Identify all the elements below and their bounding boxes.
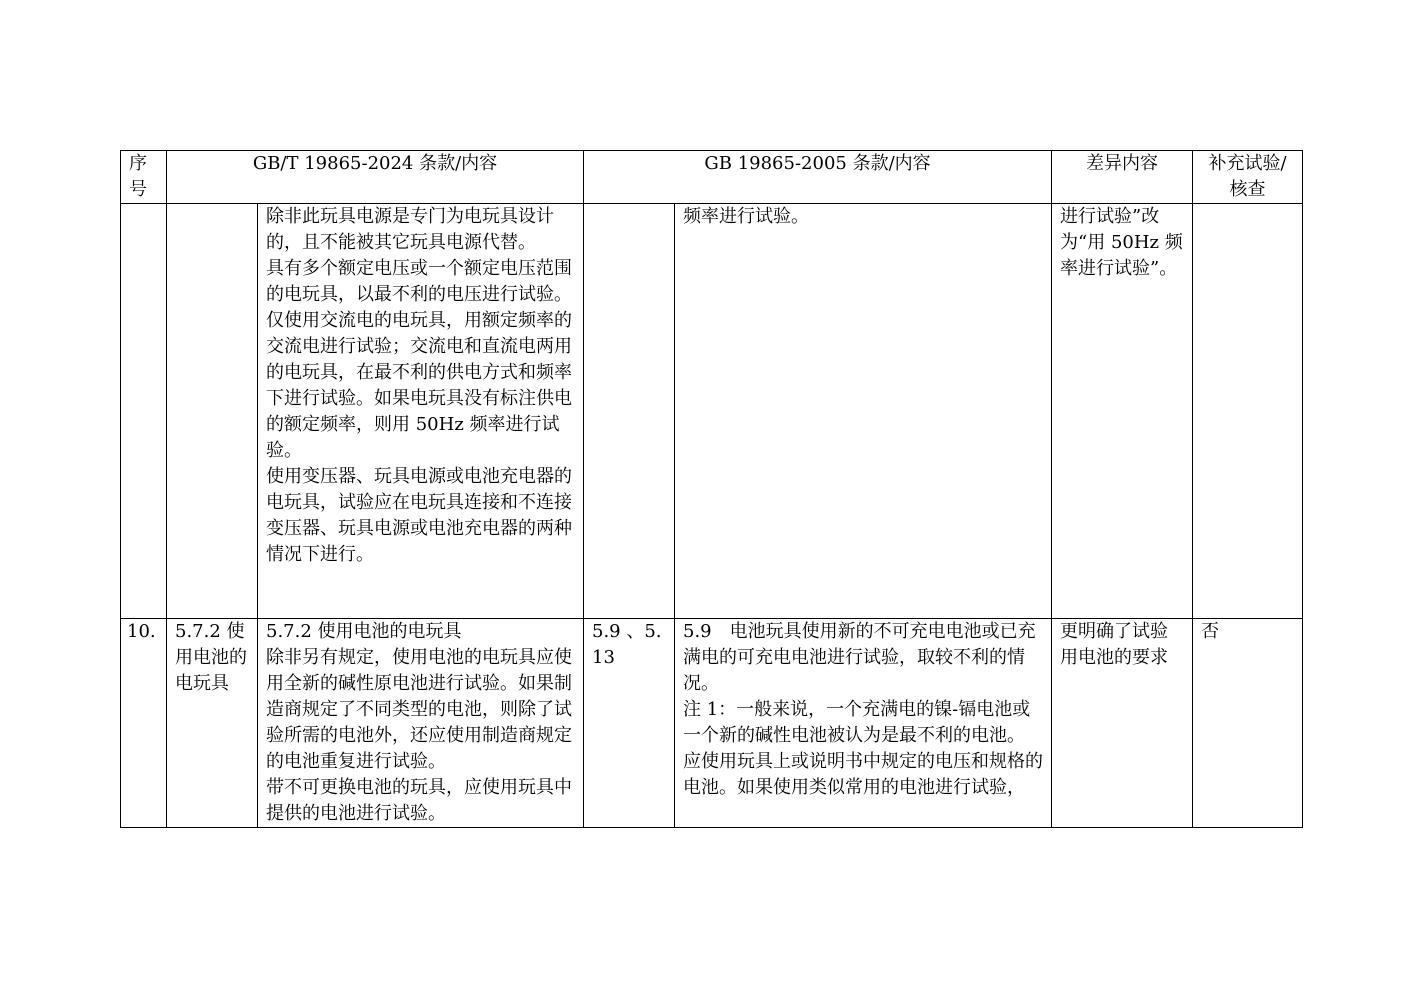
supp-cell: 否 <box>1193 619 1303 828</box>
seq-cell: 10. <box>121 619 167 828</box>
header-supp: 补充试验/核查 <box>1193 151 1303 204</box>
table-row <box>121 619 1303 828</box>
content-paragraph: 5.9 电池玩具使用新的不可充电电池或已充满电的可充电电池进行试验，取较不利的情况。 <box>683 621 1036 694</box>
seq-cell <box>121 204 167 619</box>
header-gbt-2024: GB/T 19865-2024 条款/内容 <box>167 151 584 204</box>
header-row <box>121 151 1303 204</box>
content-paragraph: 频率进行试验。 <box>683 206 809 227</box>
content-paragraph: 除非另有规定，使用电池的电玩具应使用全新的碱性原电池进行试验。如果制造商规定了不同类型的电池，则除了试验所需的电池外，还应使用制造商规定的电池重复进行试验。 <box>266 647 572 772</box>
diff-cell: 更明确了试验用电池的要求 <box>1052 619 1193 828</box>
clause-2005-cell: 5.9 、5.13 <box>584 619 675 828</box>
content-paragraph: 除非此玩具电源是专门为电玩具设计的，且不能被其它玩具电源代替。 <box>266 206 554 253</box>
table-row <box>121 204 1303 619</box>
clause-2005-cell <box>584 204 675 619</box>
diff-cell: 进行试验”改为“用 50Hz 频率进行试验”。 <box>1052 204 1193 619</box>
header-seq: 序号 <box>121 151 167 204</box>
content-clip <box>266 619 575 827</box>
content-paragraph: 使用变压器、玩具电源或电池充电器的电玩具，试验应在电玩具连接和不连接变压器、玩具电源或电池充电器的两种情况下进行。 <box>266 466 572 565</box>
content-paragraph: 仅使用交流电的电玩具，用额定频率的交流电进行试验；交流电和直流电两用的电玩具，在最不利的供电方式和频率下进行试验。如果电玩具没有标注供电的额定频率，则用 50Hz 频率进行试验。 <box>266 310 572 461</box>
supp-cell <box>1193 204 1303 619</box>
content-2005-cell <box>675 204 1052 619</box>
content-2024-cell <box>258 204 584 619</box>
clause-2024-cell <box>167 204 258 619</box>
content-paragraph: 注 1：一般来说，一个充满电的镍-镉电池或一个新的碱性电池被认为是最不利的电池。 <box>683 699 1031 746</box>
content-paragraph: 具有多个额定电压或一个额定电压范围的电玩具，以最不利的电压进行试验。 <box>266 258 572 305</box>
content-paragraph: 5.7.2 使用电池的电玩具 <box>266 621 462 642</box>
content-clip <box>683 619 1043 827</box>
content-paragraph: 带不可更换电池的玩具，应使用玩具中提供的电池进行试验。 <box>266 777 572 824</box>
comparison-table <box>120 150 1303 828</box>
content-paragraph: 应使用玩具上或说明书中规定的电压和规格的电池。如果使用类似常用的电池进行试验， <box>683 751 1043 798</box>
content-2005-cell <box>675 619 1052 828</box>
content-2024-cell <box>258 619 584 828</box>
header-diff: 差异内容 <box>1052 151 1193 204</box>
clause-2024-cell: 5.7.2 使用电池的电玩具 <box>167 619 258 828</box>
header-gb-2005: GB 19865-2005 条款/内容 <box>584 151 1052 204</box>
